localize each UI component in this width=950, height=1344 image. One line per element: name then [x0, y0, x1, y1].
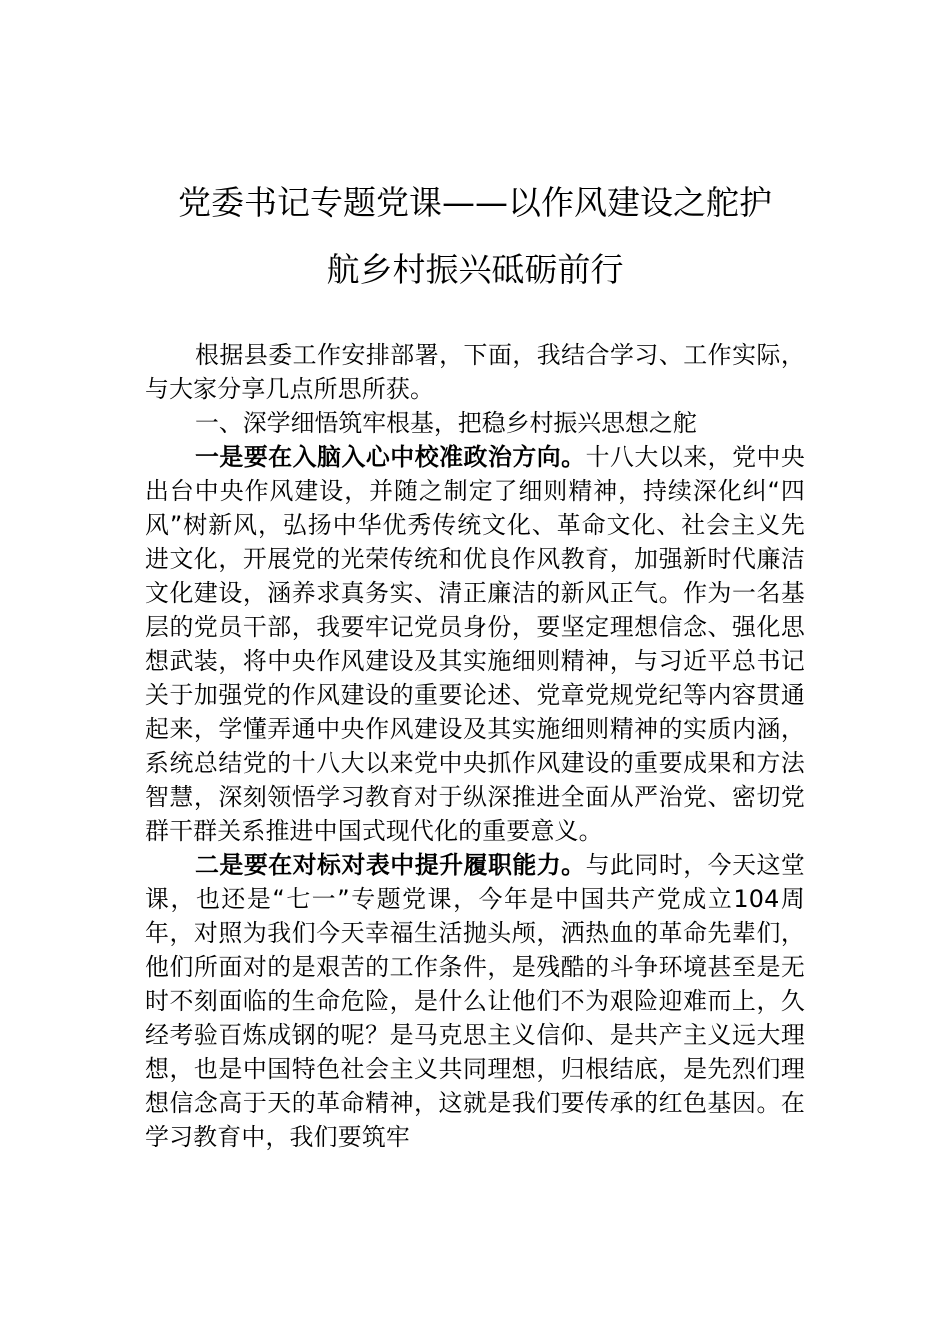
paragraph-point-2 [145, 848, 805, 1154]
paragraph-point-1 [145, 440, 805, 848]
paragraph-intro [145, 338, 805, 406]
paragraph-text: 十八大以来，党中央出台中央作风建设，并随之制定了细则精神，持续深化纠“四风”树新风，弘扬中华优秀传统文化、革命文化、社会主义先进文化，开展党的光荣传统和优良作风教育，加强新时代廉洁文化建设，涵养求真务实、清正廉洁的新风正气。作为一名基层的党员干部，我要牢记党员身份，要坚定理想信念、强化思想武装，将中央作风建设及其实施细则精神，与习近平总书记关于加强党的作风建设的重要论述、党章党规党纪等内容贯通起来，学懂弄通中央作风建设及其实施细则精神的实质内涵，系统总结党的十八大以来党中央抓作风建设的重要成果和方法智慧，深刻领悟学习教育对于纵深推进全面从严治党、密切党群干群关系推进中国式现代化的重要意义。 [145, 443, 805, 845]
document-body [145, 338, 805, 1154]
document-title-line-1: 党委书记专题党课——以作风建设之舵护 [178, 183, 772, 222]
paragraph-lead: 一是要在入脑入心中校准政治方向。 [195, 443, 586, 471]
paragraph-text: 根据县委工作安排部署，下面，我结合学习、工作实际，与大家分享几点所思所获。 [145, 341, 805, 403]
paragraph-text: 与此同时，今天这堂课，也还是“七一”专题党课，今年是中国共产党成立104周年，对照为我们今天幸福生活抛头颅，洒热血的革命先辈们，他们所面对的是艰苦的工作条件，是残酷的斗争环境甚至是无时不刻面临的生命危险，是什么让他们不为艰险迎难而上，久经考验百炼成钢的呢？是马克思主义信仰、是共产主义远大理想，也是中国特色社会主义共同理想，归根结底，是先烈们理想信念高于天的革命精神，这就是我们要传承的红色基因。在学习教育中，我们要筑牢 [145, 851, 805, 1151]
section-heading-text: 一、深学细悟筑牢根基，把稳乡村振兴思想之舵 [195, 409, 697, 437]
section-heading-1 [145, 406, 805, 440]
document-title-line-2: 航乡村振兴砥砺前行 [326, 250, 624, 289]
paragraph-lead: 二是要在对标对表中提升履职能力。 [195, 851, 586, 879]
